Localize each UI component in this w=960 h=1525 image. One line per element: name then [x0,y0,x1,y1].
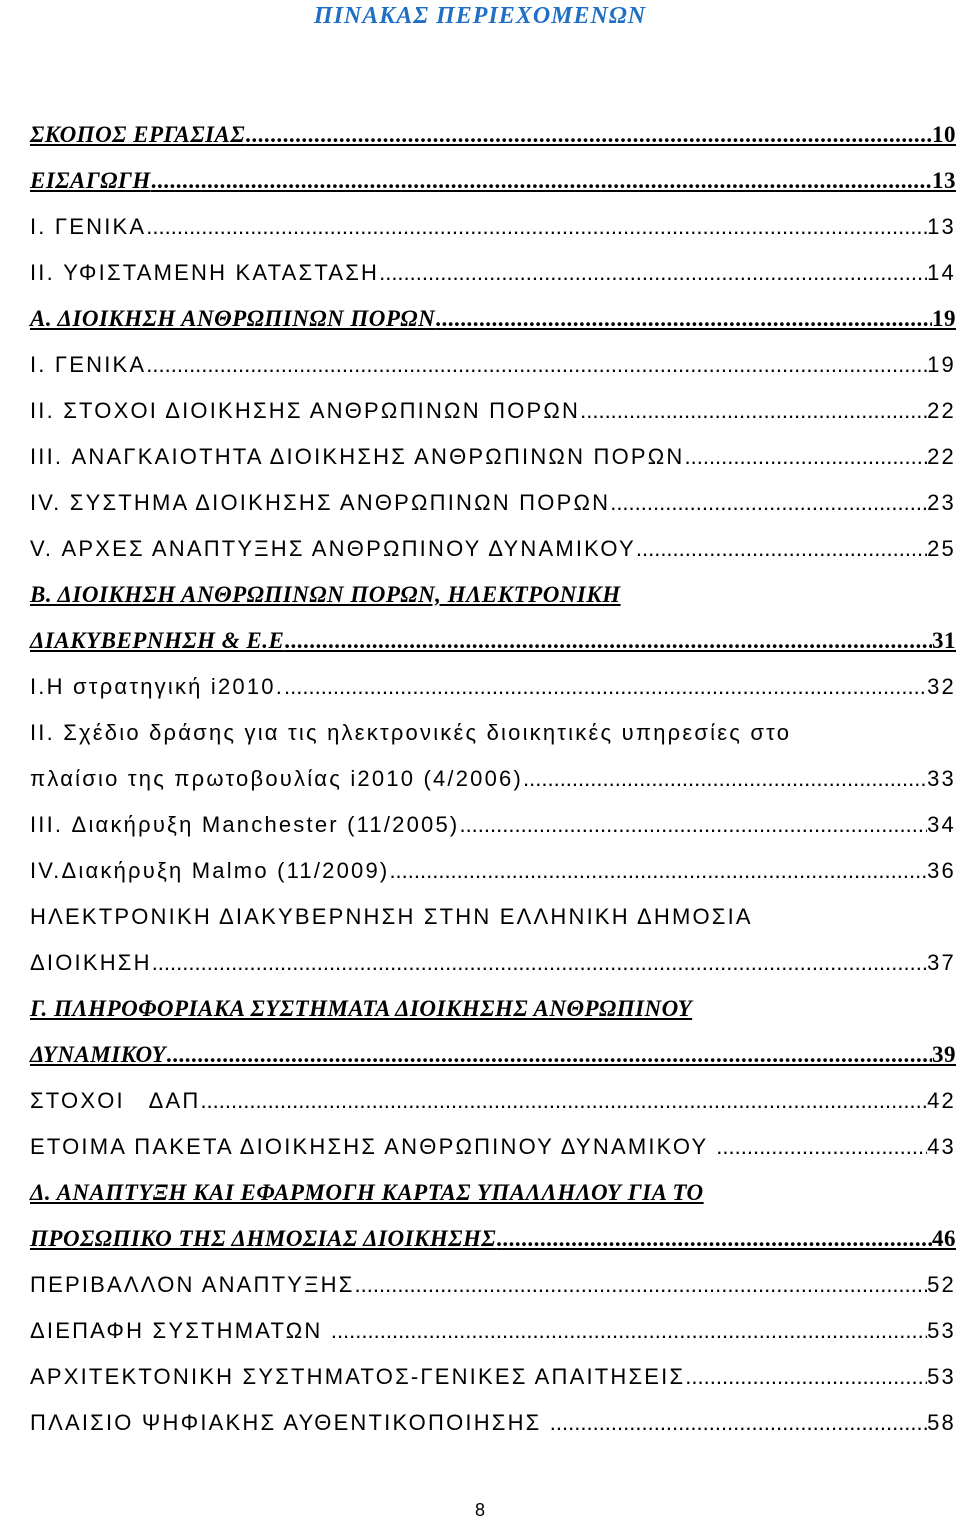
toc-entry-first-line[interactable]: ΗΛΕΚΤΡΟΝΙΚΗ ΔΙΑΚΥΒΕΡΝΗΣΗ ΣΤΗΝ ΕΛΛΗΝΙΚΗ ΔΗΜΟΣΙΑ [30,904,753,929]
toc-entry[interactable] [30,260,956,292]
toc-title: ΠΙΝΑΚΑΣ ΠΕΡΙΕΧΟΜΕΝΩΝ [313,3,647,29]
toc-entry-label: ΔΥΝΑΜΙΚΟΥ [30,1042,167,1067]
toc-entry[interactable] [30,858,956,890]
toc-entry-label: IV.Διακήρυξη Malmo (11/2009) [30,858,390,883]
leader-dots [166,1042,932,1068]
toc-entry-first-line[interactable]: Γ. ΠΛΗΡΟΦΟΡΙΑΚΑ ΣΥΣΤΗΜΑΤΑ ΔΙΟΙΚΗΣΗΣ ΑΝΘΡΩΠΙΝΟΥ [30,996,693,1021]
leader-dots [685,444,928,470]
leader-dots [459,812,927,838]
leader-dots [245,122,932,148]
toc-entry[interactable] [30,352,956,384]
toc-entry-label: ΑΡΧΙΤΕΚΤΟΝΙΚΗ ΣΥΣΤΗΜΑΤΟΣ-ΓΕΝΙΚΕΣ ΑΠΑΙΤΗΣΕΙΣ [30,1364,686,1389]
toc-entry[interactable] [30,1042,956,1074]
toc-entry[interactable] [30,1088,956,1120]
leader-dots [435,306,932,332]
toc-entry-label: ΔΙΕΠΑΦΗ ΣΥΣΤΗΜΑΤΩΝ [30,1318,331,1343]
toc-entry[interactable] [30,490,956,522]
toc-entry[interactable] [30,766,956,798]
toc-entry[interactable] [30,1134,956,1166]
toc-entry-label: IV. ΣΥΣΤΗΜΑ ΔΙΟΙΚΗΣΗΣ ΑΝΘΡΩΠΙΝΩΝ ΠΟΡΩΝ [30,490,611,515]
toc-entry-label: ΠΡΟΣΩΠΙΚΟ ΤΗΣ ΔΗΜΟΣΙΑΣ ΔΙΟΙΚΗΣΗΣ [30,1226,497,1251]
toc-entry-first-line[interactable]: II. Σχέδιο δράσης για τις ηλεκτρονικές διοικητικές υπηρεσίες στο [30,720,792,745]
toc-entry[interactable] [30,444,956,476]
leader-dots [716,1134,927,1160]
leader-dots [331,1318,927,1344]
toc-entry-page: 14 [927,260,956,285]
toc-entry-label: ΣΚΟΠΟΣ ΕΡΓΑΣΙΑΣ [30,122,246,147]
toc-entry-page: 43 [927,1134,956,1159]
toc-entry[interactable] [30,168,956,200]
leader-dots [146,352,927,378]
toc-entry-page: 32 [927,674,956,699]
toc-entry-label: I. ΓΕΝΙΚΑ [30,352,147,377]
toc-entry-page: 58 [927,1410,956,1435]
leader-dots [550,1410,927,1436]
toc-entry-label: II. ΣΤΟΧΟΙ ΔΙΟΙΚΗΣΗΣ ΑΝΘΡΩΠΙΝΩΝ ΠΟΡΩΝ [30,398,581,423]
toc-entry[interactable] [30,306,956,338]
toc-entry-page: 25 [927,536,956,561]
leader-dots [496,1226,932,1252]
toc-entry-first-line[interactable]: Β. ΔΙΟΙΚΗΣΗ ΑΝΘΡΩΠΙΝΩΝ ΠΟΡΩΝ, ΗΛΕΚΤΡΟΝΙΚΗ [30,582,621,607]
toc-entry-label: ΔΙΟΙΚΗΣΗ [30,950,152,975]
toc-entry[interactable] [30,674,956,706]
toc-entry-page: 13 [927,214,956,239]
toc-entry-page: 36 [927,858,956,883]
toc-entry-label: Α. ΔΙΟΙΚΗΣΗ ΑΝΘΡΩΠΙΝΩΝ ΠΟΡΩΝ [30,306,436,331]
toc-entry-label: I.Η στρατηγική i2010. [30,674,285,699]
toc-entry-page: 22 [927,444,956,469]
toc-entry-label: II. ΥΦΙΣΤΑΜΕΝΗ ΚΑΤΑΣΤΑΣΗ [30,260,380,285]
toc-entry-label: ΠΕΡΙΒΑΛΛΟΝ ΑΝΑΠΤΥΞΗΣ [30,1272,355,1297]
toc-entry-first-line[interactable]: Δ. ΑΝΑΠΤΥΞΗ ΚΑΙ ΕΦΑΡΜΟΓΗ ΚΑΡΤΑΣ ΥΠΑΛΛΗΛΟΥ ΓΙΑ ΤΟ [30,1180,704,1205]
toc-entry[interactable] [30,1272,956,1304]
toc-entry-label: V. ΑΡΧΕΣ ΑΝΑΠΤΥΞΗΣ ΑΝΘΡΩΠΙΝΟΥ ΔΥΝΑΜΙΚΟΥ [30,536,636,561]
toc-entry[interactable] [30,950,956,982]
toc-entry-page: 39 [932,1042,956,1067]
leader-dots [580,398,927,424]
leader-dots [389,858,927,884]
toc-entry[interactable] [30,398,956,430]
toc-entry[interactable] [30,1318,956,1350]
leader-dots [146,214,927,240]
leader-dots [151,168,932,194]
leader-dots [523,766,927,792]
toc-entry-label: ΣΤΟΧΟΙ ΔΑΠ [30,1088,201,1113]
toc-entry-page: 53 [927,1364,956,1389]
leader-dots [284,628,932,654]
leader-dots [685,1364,927,1390]
leader-dots [355,1272,928,1298]
toc-entry-page: 53 [927,1318,956,1343]
toc-entry-page: 13 [932,168,956,193]
toc-entry-page: 10 [932,122,956,147]
leader-dots [610,490,927,516]
page-number: 8 [474,1500,485,1520]
toc-entry-label: ΕΤΟΙΜΑ ΠΑΚΕΤΑ ΔΙΟΙΚΗΣΗΣ ΑΝΘΡΩΠΙΝΟΥ ΔΥΝΑΜΙΚΟΥ [30,1134,717,1159]
toc-entry[interactable] [30,536,956,568]
toc-entry[interactable] [30,214,956,246]
toc-entry-page: 52 [927,1272,956,1297]
toc-entry-label: ΕΙΣΑΓΩΓΗ [30,168,151,193]
toc-entry[interactable] [30,122,956,154]
leader-dots [152,950,927,976]
toc-entry-page: 31 [932,628,956,653]
toc-entry-page: 19 [927,352,956,377]
toc-entry-page: 19 [932,306,956,331]
toc-entry-page: 23 [927,490,956,515]
leader-dots [200,1088,927,1114]
toc-entry[interactable] [30,1364,956,1396]
toc-entry-page: 22 [927,398,956,423]
toc-entry[interactable] [30,812,956,844]
leader-dots [284,674,927,700]
toc-entry-page: 34 [927,812,956,837]
toc-entry-label: III. Διακήρυξη Manchester (11/2005) [30,812,460,837]
toc-entry-page: 33 [927,766,956,791]
toc-entry-page: 37 [927,950,956,975]
toc-entry[interactable] [30,1226,956,1258]
toc-entry-label: III. ΑΝΑΓΚΑΙΟΤΗΤΑ ΔΙΟΙΚΗΣΗΣ ΑΝΘΡΩΠΙΝΩΝ ΠΟΡΩΝ [30,444,685,469]
leader-dots [636,536,927,562]
toc-entry-page: 42 [927,1088,956,1113]
toc-entry[interactable] [30,1410,956,1442]
toc-entry[interactable] [30,628,956,660]
toc-entry-page: 46 [932,1226,956,1251]
toc-entry-label: πλαίσιο της πρωτοβουλίας i2010 (4/2006) [30,766,524,791]
toc-entry-label: I. ΓΕΝΙΚΑ [30,214,147,239]
toc-entry-label: ΔΙΑΚΥΒΕΡΝΗΣΗ & Ε.Ε [30,628,285,653]
toc-entry-label: ΠΛΑΙΣΙΟ ΨΗΦΙΑΚΗΣ ΑΥΘΕΝΤΙΚΟΠΟΙΗΣΗΣ [30,1410,550,1435]
leader-dots [379,260,927,286]
